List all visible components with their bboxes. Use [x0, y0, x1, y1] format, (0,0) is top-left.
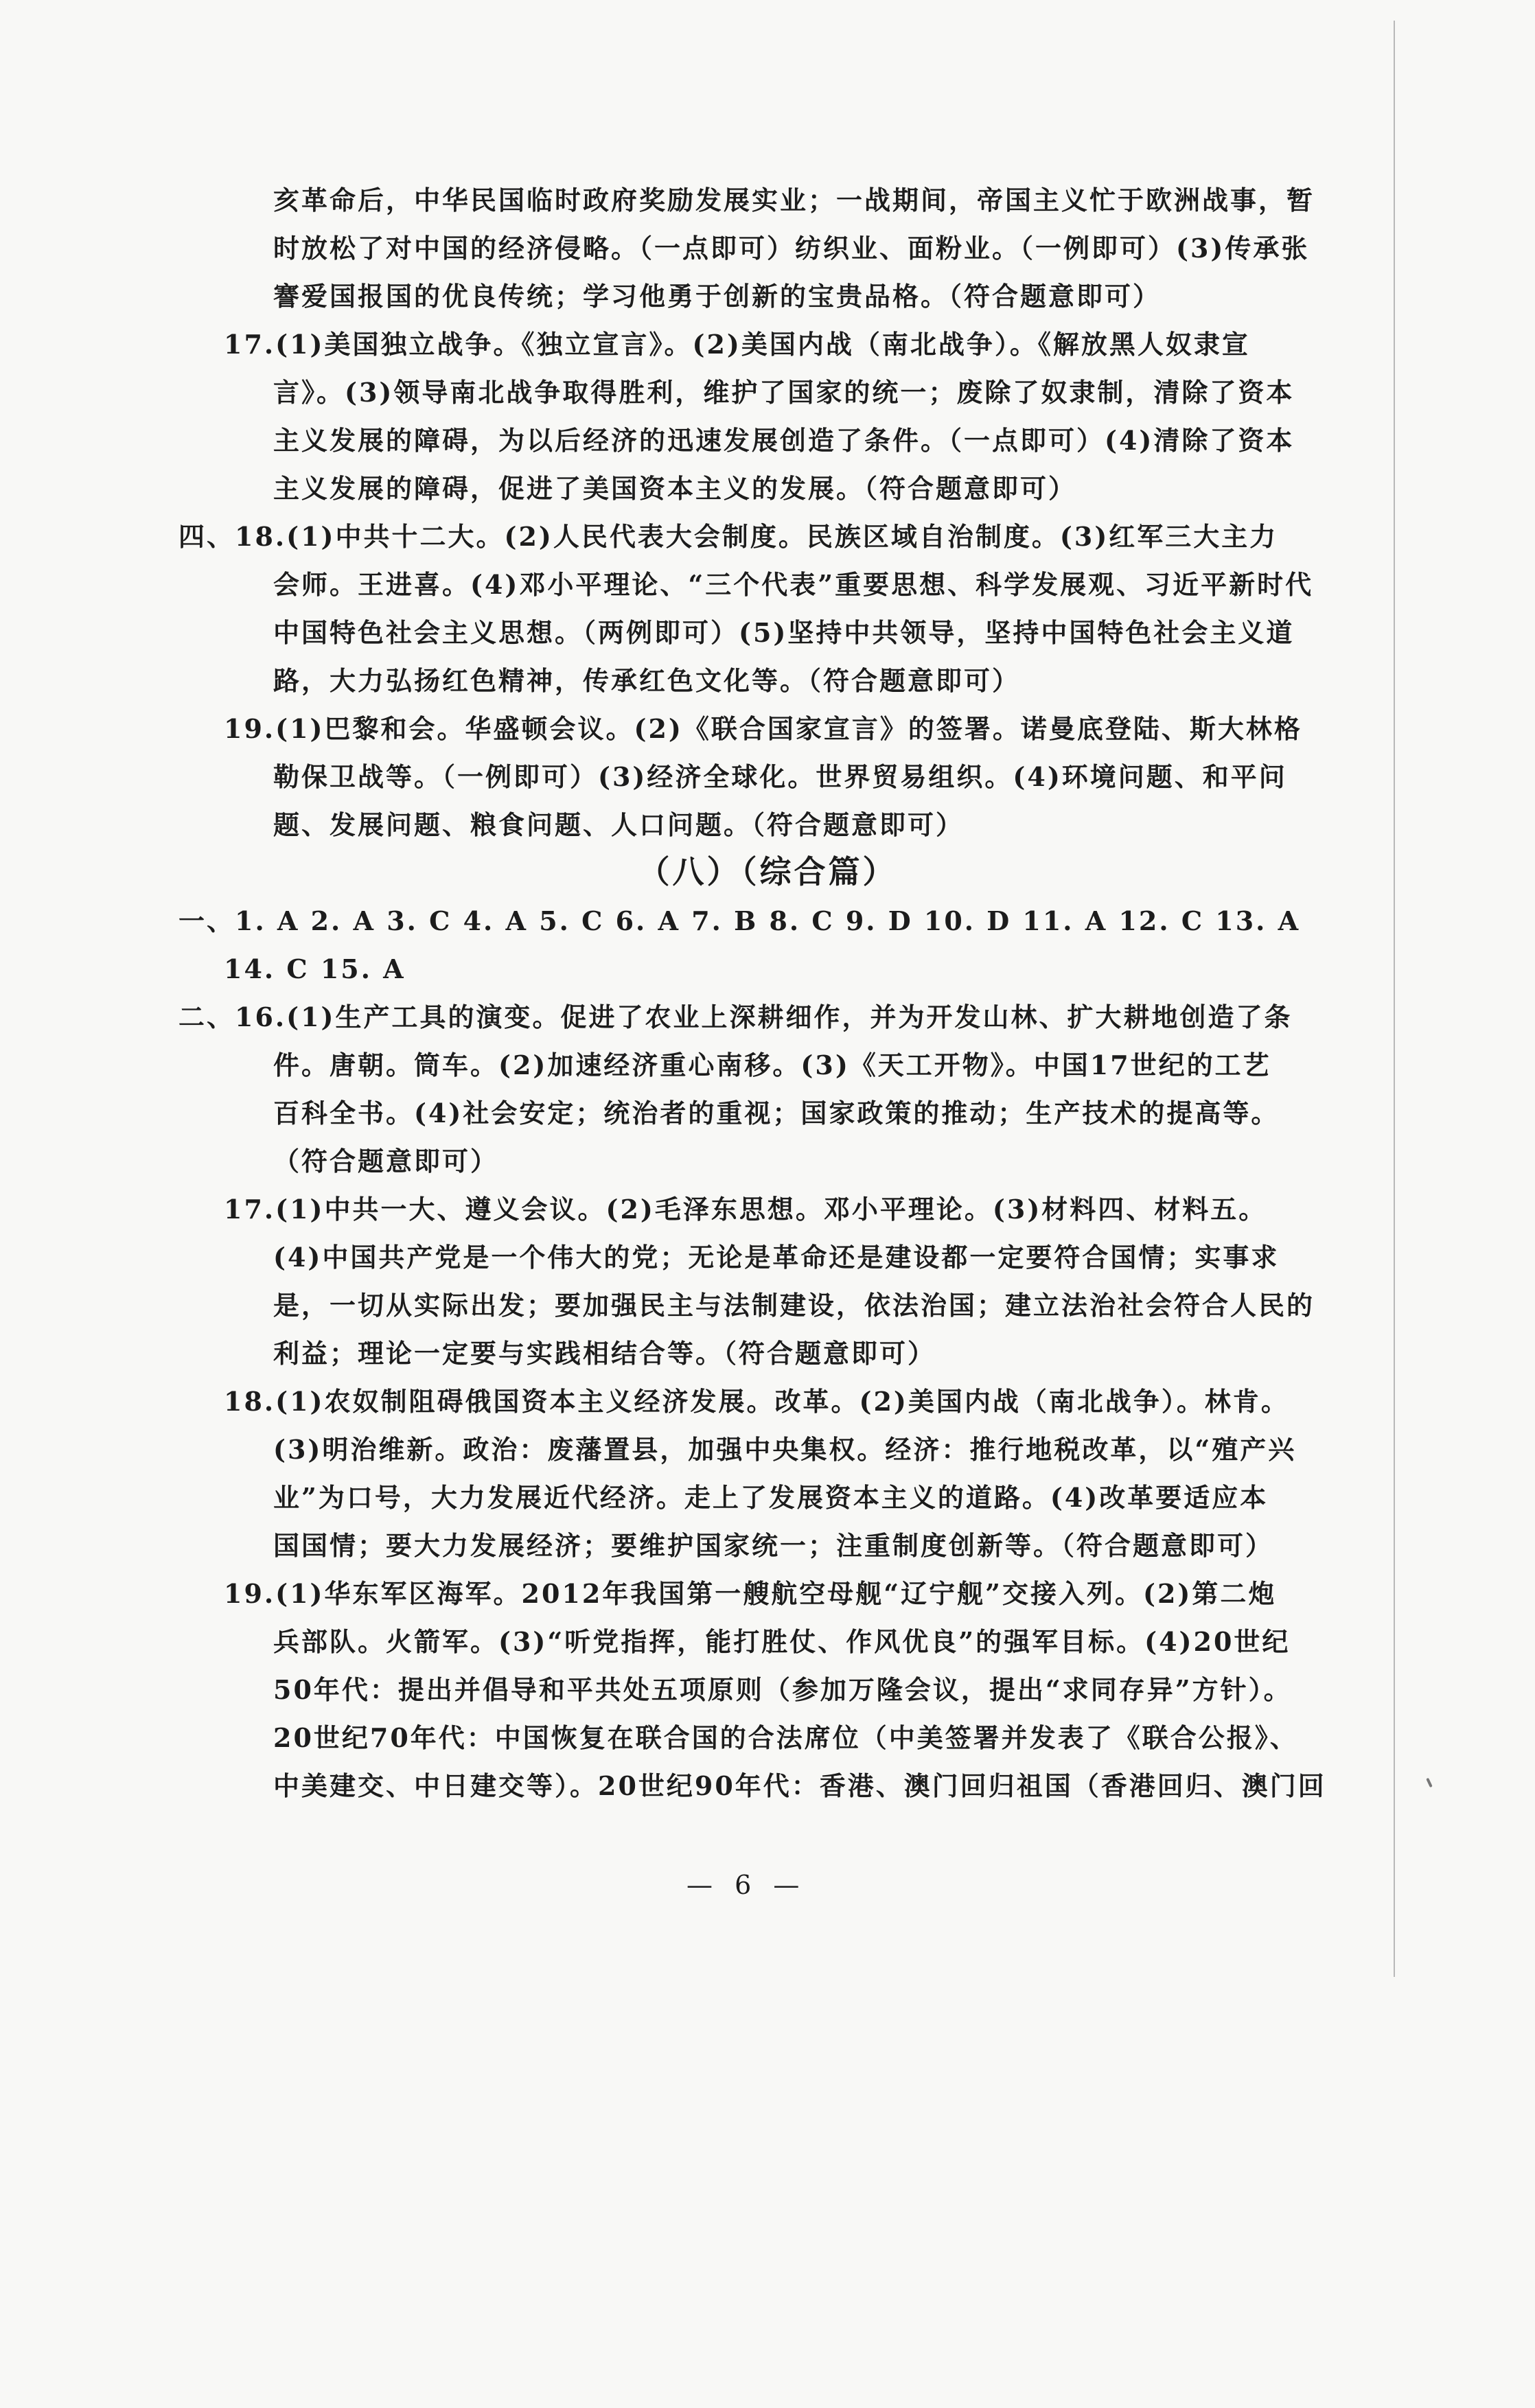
text-line: 主义发展的障碍，为以后经济的迅速发展创造了条件。（一点即可）(4)清除了资本: [273, 425, 1295, 456]
text-line: 中美建交、中日建交等）。20世纪90年代：香港、澳门回归祖国（香港回归、澳门回: [273, 1770, 1326, 1801]
text-line: 19.(1)华东军区海军。2012年我国第一艘航空母舰“辽宁舰”交接入列。(2)第二炮: [224, 1578, 1277, 1609]
text-line: 20世纪70年代：中国恢复在联合国的合法席位（中美签署并发表了《联合公报》、: [273, 1722, 1298, 1753]
text-line: 17.(1)中共一大、遵义会议。(2)毛泽东思想。邓小平理论。(3)材料四、材料五。: [224, 1194, 1267, 1225]
text-line: 17.(1)美国独立战争。《独立宣言》。(2)美国内战（南北战争）。《解放黑人奴隶宣: [224, 329, 1250, 360]
text-line: 亥革命后，中华民国临时政府奖励发展实业；一战期间，帝国主义忙于欧洲战事，暂: [273, 185, 1315, 216]
answer-key-line: 一、1. A 2. A 3. C 4. A 5. C 6. A 7. B 8. C 9. D 10. D 11. A 12. C 13. A: [178, 905, 1301, 936]
text-line: 19.(1)巴黎和会。华盛顿会议。(2)《联合国家宣言》的签署。诺曼底登陆、斯大林格: [224, 713, 1302, 744]
text-line: 18.(1)农奴制阻碍俄国资本主义经济发展。改革。(2)美国内战（南北战争）。林肯。: [224, 1386, 1289, 1417]
text-line: (3)明治维新。政治：废藩置县，加强中央集权。经济：推行地税改革，以“殖产兴: [273, 1434, 1297, 1465]
text-line: 路，大力弘扬红色精神，传承红色文化等。（符合题意即可）: [273, 665, 1021, 696]
text-line: 四、18.(1)中共十二大。(2)人民代表大会制度。民族区域自治制度。(3)红军三大主力: [178, 521, 1278, 552]
text-line: 件。唐朝。筒车。(2)加速经济重心南移。(3)《天工开物》。中国17世纪的工艺: [273, 1050, 1271, 1080]
text-line: 时放松了对中国的经济侵略。（一点即可）纺织业、面粉业。（一例即可）(3)传承张: [273, 233, 1310, 264]
text-line: 是，一切从实际出发；要加强民主与法制建设，依法治国；建立法治社会符合人民的: [273, 1290, 1315, 1321]
text-line: 勒保卫战等。（一例即可）(3)经济全球化。世界贸易组织。(4)环境问题、和平问: [273, 761, 1287, 792]
text-line: 利益；理论一定要与实践相结合等。（符合题意即可）: [273, 1338, 936, 1369]
section-heading: （八）（综合篇）: [638, 853, 897, 890]
text-line: 謇爱国报国的优良传统；学习他勇于创新的宝贵品格。（符合题意即可）: [273, 281, 1162, 312]
text-line: 言》。(3)领导南北战争取得胜利，维护了国家的统一；废除了奴隶制，清除了资本: [273, 377, 1295, 408]
text-line: 百科全书。(4)社会安定；统治者的重视；国家政策的推动；生产技术的提高等。: [273, 1098, 1280, 1128]
text-line: 主义发展的障碍，促进了美国资本主义的发展。（符合题意即可）: [273, 473, 1077, 504]
text-line: 50年代：提出并倡导和平共处五项原则（参加万隆会议，提出“求同存异”方针）。: [273, 1674, 1292, 1705]
text-line: 业”为口号，大力发展近代经济。走上了发展资本主义的道路。(4)改革要适应本: [273, 1482, 1269, 1513]
text-line: 国国情；要大力发展经济；要维护国家统一；注重制度创新等。（符合题意即可）: [273, 1530, 1274, 1561]
text-line: 二、16.(1)生产工具的演变。促进了农业上深耕细作，并为开发山林、扩大耕地创造了条: [178, 1002, 1293, 1032]
text-line: 题、发展问题、粮食问题、人口问题。（符合题意即可）: [273, 809, 965, 840]
scan-speck: [1426, 1778, 1433, 1787]
text-line: 会师。王进喜。(4)邓小平理论、“三个代表”重要思想、科学发展观、习近平新时代: [273, 569, 1314, 600]
text-line: 兵部队。火箭军。(3)“听党指挥，能打胜仗、作风优良”的强军目标。(4)20世纪: [273, 1626, 1291, 1657]
page-number: — 6 —: [686, 1870, 807, 1900]
text-line: 中国特色社会主义思想。（两例即可）(5)坚持中共领导，坚持中国特色社会主义道: [273, 617, 1295, 648]
page-edge-rule: [1394, 21, 1395, 1977]
answer-key-line: 14. C 15. A: [224, 953, 406, 984]
text-line: (4)中国共产党是一个伟大的党；无论是革命还是建设都一定要符合国情；实事求: [273, 1242, 1280, 1273]
text-line: （符合题意即可）: [273, 1146, 499, 1177]
